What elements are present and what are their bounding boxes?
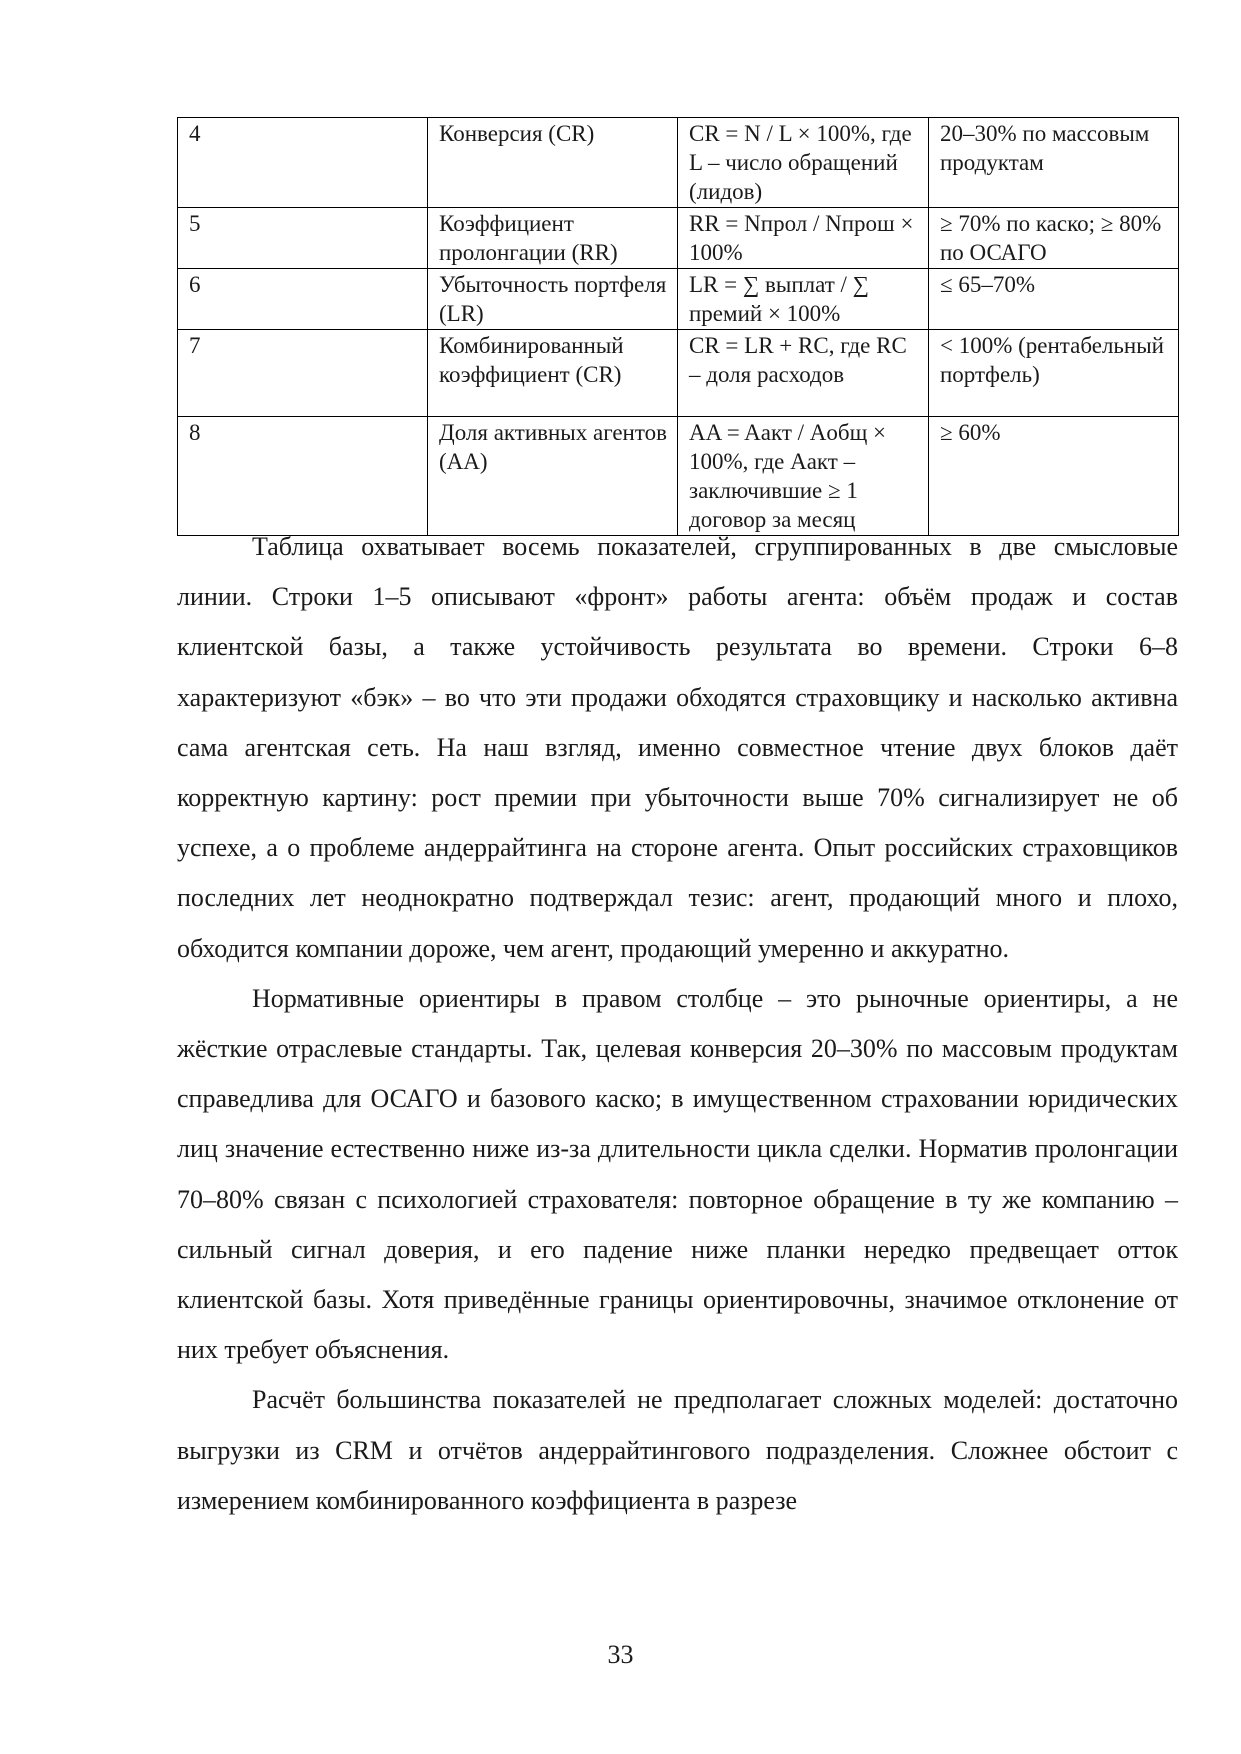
formula-cell: CR = LR + RC, где RC – доля расходов [678, 330, 929, 417]
metric-name-cell: Конверсия (CR) [428, 118, 678, 208]
row-number-cell: 5 [178, 208, 428, 269]
formula-cell: LR = ∑ выплат / ∑ премий × 100% [678, 269, 929, 330]
norm-cell: ≤ 65–70% [929, 269, 1179, 330]
table-row [178, 208, 1179, 269]
formula-cell: CR = N / L × 100%, где L – число обращений (лидов) [678, 118, 929, 208]
row-number-cell: 7 [178, 330, 428, 417]
page-number: 33 [607, 1640, 634, 1669]
norm-cell: 20–30% по массовым продуктам [929, 118, 1179, 208]
norm-cell: ≥ 70% по каско; ≥ 80% по ОСАГО [929, 208, 1179, 269]
table-row [178, 417, 1179, 536]
metrics-table [177, 117, 1179, 536]
metric-name-cell: Коэффициент пролонгации (RR) [428, 208, 678, 269]
table-row [178, 118, 1179, 208]
metric-name-cell: Комбинированный коэффициент (CR) [428, 330, 678, 417]
row-number-cell: 4 [178, 118, 428, 208]
formula-cell: AA = Aакт / Aобщ × 100%, где Aакт – заключившие ≥ 1 договор за месяц [678, 417, 929, 536]
table-row [178, 269, 1179, 330]
norm-cell: ≥ 60% [929, 417, 1179, 536]
paragraph: Расчёт большинства показателей не предполагает сложных моделей: достаточно выгрузки из CRM и отчётов андеррайтингового подразделения. Сложнее обстоит с измерением комбинированного коэффициента в разрезе [177, 1385, 1178, 1515]
paragraph: Нормативные ориентиры в правом столбце – это рыночные ориентиры, а не жёсткие отраслевые стандарты. Так, целевая конверсия 20–30% по массовым продуктам справедлива для ОСАГО и базового каско; в имущественном страховании юридических лиц значение естественно ниже из-за длительности цикла сделки. Норматив пролонгации 70–80% связан с психологией страхователя: повторное обращение в ту же компанию – сильный сигнал доверия, и его падение ниже планки нередко предвещает отток клиентской базы. Хотя приведённые границы ориентировочны, значимое отклонение от них требует объяснения. [177, 983, 1178, 1365]
formula-cell: RR = Nпрол / Nпрош × 100% [678, 208, 929, 269]
metric-name-cell: Доля активных агентов (AA) [428, 417, 678, 536]
norm-cell: < 100% (рентабельный портфель) [929, 330, 1179, 417]
body-text [177, 522, 1178, 1526]
table-row [178, 330, 1179, 417]
metric-name-cell: Убыточность портфеля (LR) [428, 269, 678, 330]
row-number-cell: 8 [178, 417, 428, 536]
paragraph: Таблица охватывает восемь показателей, сгруппированных в две смысловые линии. Строки 1–5 описывают «фронт» работы агента: объём продаж и состав клиентской базы, а также устойчивость результата во времени. Строки 6–8 характеризуют «бэк» – во что эти продажи обходятся страховщику и насколько активна сама агентская сеть. На наш взгляд, именно совместное чтение двух блоков даёт корректную картину: рост премии при убыточности выше 70% сигнализирует не об успехе, а о проблеме андеррайтинга на стороне агента. Опыт российских страховщиков последних лет неоднократно подтверждал тезис: агент, продающий много и плохо, обходится компании дороже, чем агент, продающий умеренно и аккуратно. [177, 532, 1178, 963]
row-number-cell: 6 [178, 269, 428, 330]
